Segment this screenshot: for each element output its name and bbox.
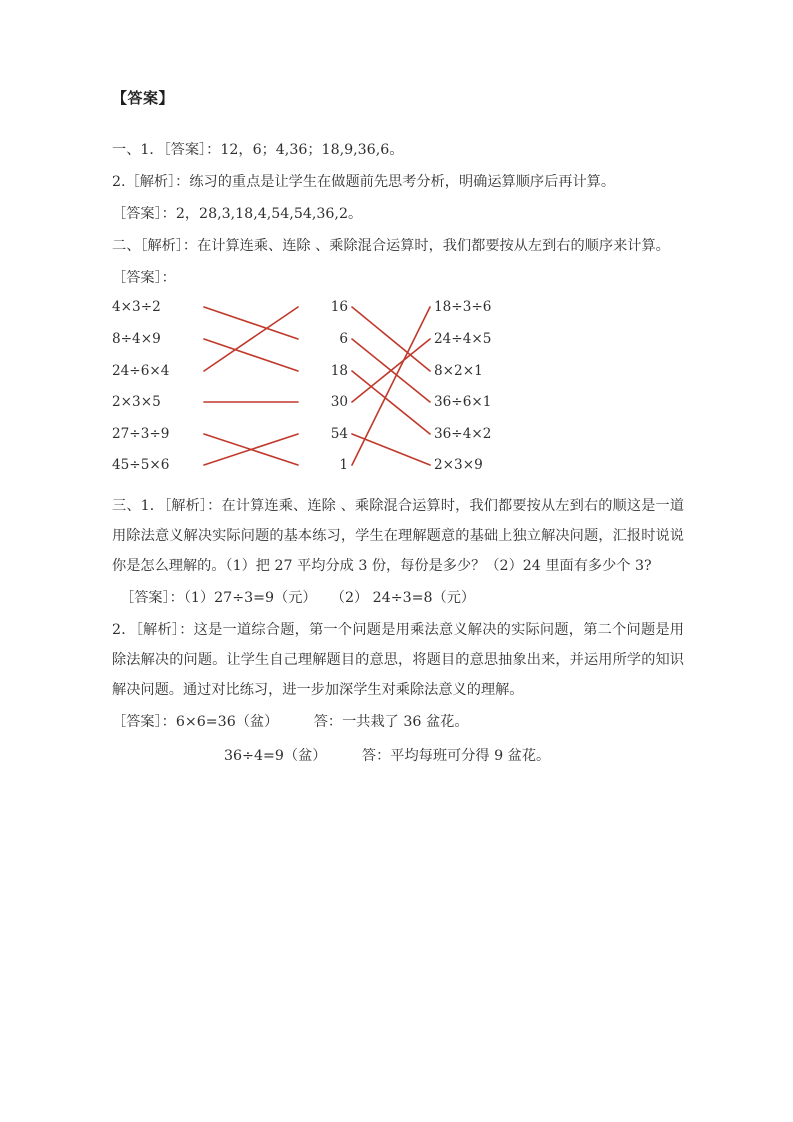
match-middle-item-1[interactable]: 16 [330,299,348,315]
match-right-item-3[interactable]: 8×2×1 [434,363,483,379]
section-three-analysis-2: 2．［解析］：这是一道综合题，第一个问题是用乘法意义解决的实际问题，第二个问题是用除法解决的问题。让学生自己理解题目的意思，将题目的意思抽象出来，并运用所学的知识解决问题。通过对比练习，进一步加深学生对乘除法意义的理解。 [112,622,684,698]
match-left-item-5[interactable]: 27÷3÷9 [112,426,170,442]
match-right-item-2[interactable]: 24÷4×5 [434,331,492,347]
match-line-right-4 [352,339,430,402]
match-right-item-1[interactable]: 18÷3÷6 [434,299,492,315]
match-left-item-1[interactable]: 4×3÷2 [112,299,161,315]
section-three-answer-1: ［答案］：（1）27÷3=9（元） （2） 24÷3=8（元） [120,590,476,606]
match-line-right-5 [352,434,430,465]
match-line-right-6 [352,307,430,465]
match-left-item-6[interactable]: 45÷5×6 [112,457,170,473]
match-line-right-2 [352,339,430,402]
matching-lines [112,295,684,483]
match-middle-item-5[interactable]: 54 [330,426,348,442]
match-line-right-3 [352,371,430,434]
match-middle-item-2[interactable]: 6 [339,331,348,347]
section-three-analysis-1: 三、1．［解析］：在计算连乘、连除 、乘除混合运算时，我们都要按从左到右的顺这是一道用除法意义解决实际问题的基本练习，学生在理解题意的基础上独立解决问题，汇报时说说你是怎么理解的。（1）把 27 平均分成 3 份，每份是多少？（2）24 里面有多少个 3? [112,498,684,574]
match-middle-item-3[interactable]: 18 [330,363,348,379]
match-left-item-2[interactable]: 8÷4×9 [112,331,161,347]
match-line-right-1 [352,307,430,371]
matching-diagram [112,295,684,483]
match-right-item-4[interactable]: 36÷6×1 [434,394,492,410]
section-three-answer-2-line-1: ［答案］：6×6=36（盆） 答：一共栽了 36 盆花。 [112,714,469,730]
section-three-answer-2-line-2: 36÷4=9（盆） 答：平均每班可分得 9 盆花。 [224,748,551,764]
section-one-line-2: 2.［解析］：练习的重点是让学生在做题前先思考分析，明确运算顺序后再计算。 [112,174,616,190]
page-title: 【答案】 [112,89,175,107]
match-line-left-2 [204,339,298,371]
match-line-left-6 [204,434,298,465]
section-one-line-3: ［答案］：2，28,3,18,4,54,54,36,2。 [112,206,363,222]
section-two-answer-label: ［答案］： [112,270,176,286]
match-line-left-3 [204,307,298,371]
match-right-item-6[interactable]: 2×3×9 [434,457,483,473]
match-left-item-3[interactable]: 24÷6×4 [112,363,170,379]
section-one-line-1: 一、1．［答案］：12，6；4,36；18,9,36,6。 [112,142,404,158]
match-line-left-1 [204,307,298,339]
match-middle-item-6[interactable]: 1 [339,457,348,473]
section-two-analysis: 二、［解析］：在计算连乘、连除 、乘除混合运算时，我们都要按从左到右的顺序来计算。 [112,238,670,254]
match-line-left-5 [204,434,298,465]
match-right-item-5[interactable]: 36÷4×2 [434,426,492,442]
match-left-item-4[interactable]: 2×3×5 [112,394,161,410]
match-middle-item-4[interactable]: 30 [330,394,348,410]
document-content [112,88,684,775]
